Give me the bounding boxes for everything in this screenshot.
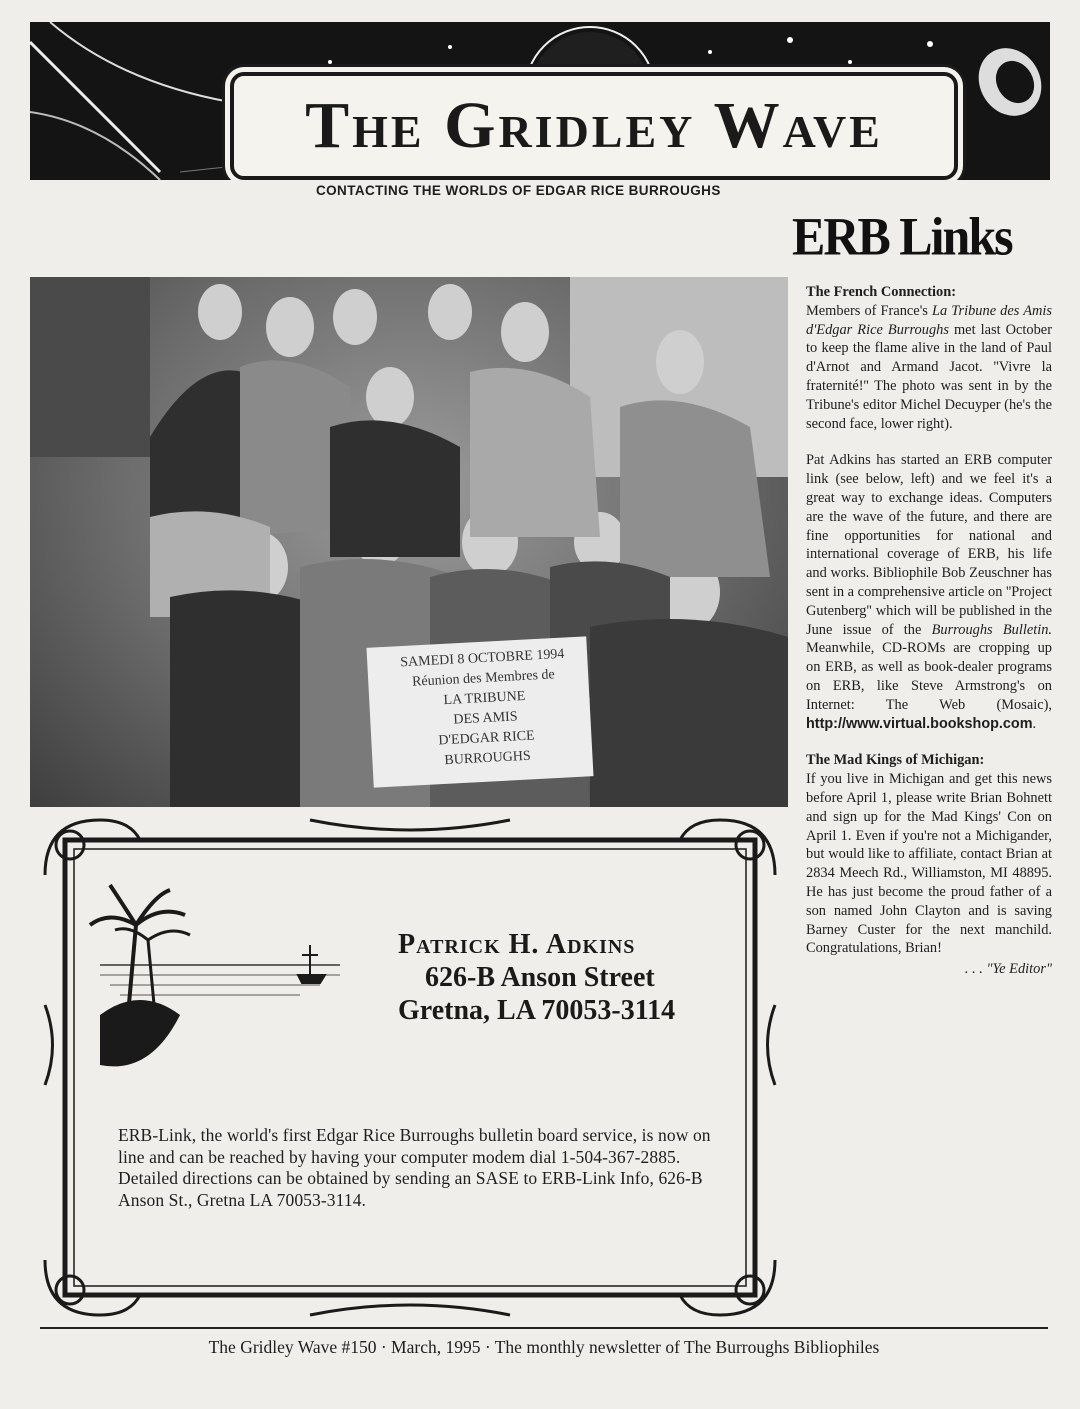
french-connection-paragraph (806, 283, 1052, 433)
mad-kings-paragraph (806, 751, 1052, 958)
masthead-title: The Gridley Wave (305, 89, 883, 162)
masthead-title-box (230, 72, 958, 180)
erb-link-text-b: Meanwhile, CD-ROMs are cropping up on ERB, as well as book-dealer programs on ERB, like Steve Armstrong's on Internet: The Web (Mosaic), (806, 640, 1052, 713)
ornamental-border (40, 815, 780, 1320)
footer-rule (40, 1327, 1048, 1329)
erb-link-paragraph (806, 451, 1052, 733)
french-connection-heading: The French Connection: (806, 284, 957, 300)
erb-link-text-a: Pat Adkins has started an ERB computer link (see below, left) and we feel it's a great way to exchange ideas. Computers are the wave of the future, and there are fine opportunities for national and international coverage of ERB, his life and works. Bibliophile Bob Zeuschner has sent in a comprehensive article on ''Project Gutenberg'' which will be published in the June issue of the (806, 452, 1052, 638)
mad-kings-heading: The Mad Kings of Michigan: (806, 752, 985, 769)
ad-address-block (398, 928, 738, 1027)
ad-frame (40, 815, 780, 1320)
french-connection-italic: La Tribune des Amis d'Edgar Rice Burroughs (806, 302, 1052, 338)
footer-text: The Gridley Wave #150 · March, 1995 · The monthly newsletter of The Burroughs Bibliophiles (208, 1337, 880, 1357)
ad-name: Patrick H. Adkins (398, 929, 636, 960)
bookshop-url: http://www.virtual.bookshop.com (806, 715, 1033, 732)
masthead-banner (30, 22, 1050, 180)
masthead-tagline: CONTACTING THE WORLDS OF EDGAR RICE BURROUGHS (316, 183, 721, 198)
mad-kings-text: If you live in Michigan and get this news before April 1, please write Brian Bohnett and sign up for the Mad Kings' Con on April 1. Even if you're not a Michigander, but would like to affiliate, contact Brian at 2834 Meech Rd., Williamston, MI 48895. He has just become the proud father of a son named John Clayton and is saving Barney Custer for the next manchild. Congratulations, Brian! (806, 771, 1052, 957)
group-photo (30, 277, 788, 807)
photo-sign-text: SAMEDI 8 OCTOBRE 1994 Réunion des Membres de LA TRIBUNE DES AMIS D'EDGAR RICE BURROUGHS (399, 646, 565, 769)
ad-street: 626-B Anson Street (425, 962, 655, 993)
french-connection-text-b: met last October to keep the flame alive in the land of Paul d'Arnot and Armand Jacot. ''Vivre la fraternité!'' The photo was sent in by the Tribune's editor Michel Decuyper (he's the second face, lower right). (806, 321, 1052, 432)
ad-body-text: ERB-Link, the world's first Edgar Rice Burroughs bulletin board service, is now on line and can be reached by having your computer modem dial 1-504-367-2885. Detailed directions can be obtained by sending an SASE to ERB-Link Info, 626-B Anson St., Gretna LA 70053-3114. (118, 1125, 711, 1210)
erb-links-column (806, 283, 1052, 979)
section-title: ERB Links (792, 206, 1012, 267)
erb-link-text-c: . (1032, 715, 1037, 732)
french-connection-text-a: Members of France's (806, 302, 932, 319)
ad-city: Gretna, LA 70053-3114 (398, 995, 676, 1026)
erb-link-italic: Burroughs Bulletin. (931, 621, 1052, 638)
editor-signoff: . . . "Ye Editor" (964, 961, 1052, 978)
island-illustration (90, 885, 340, 1066)
